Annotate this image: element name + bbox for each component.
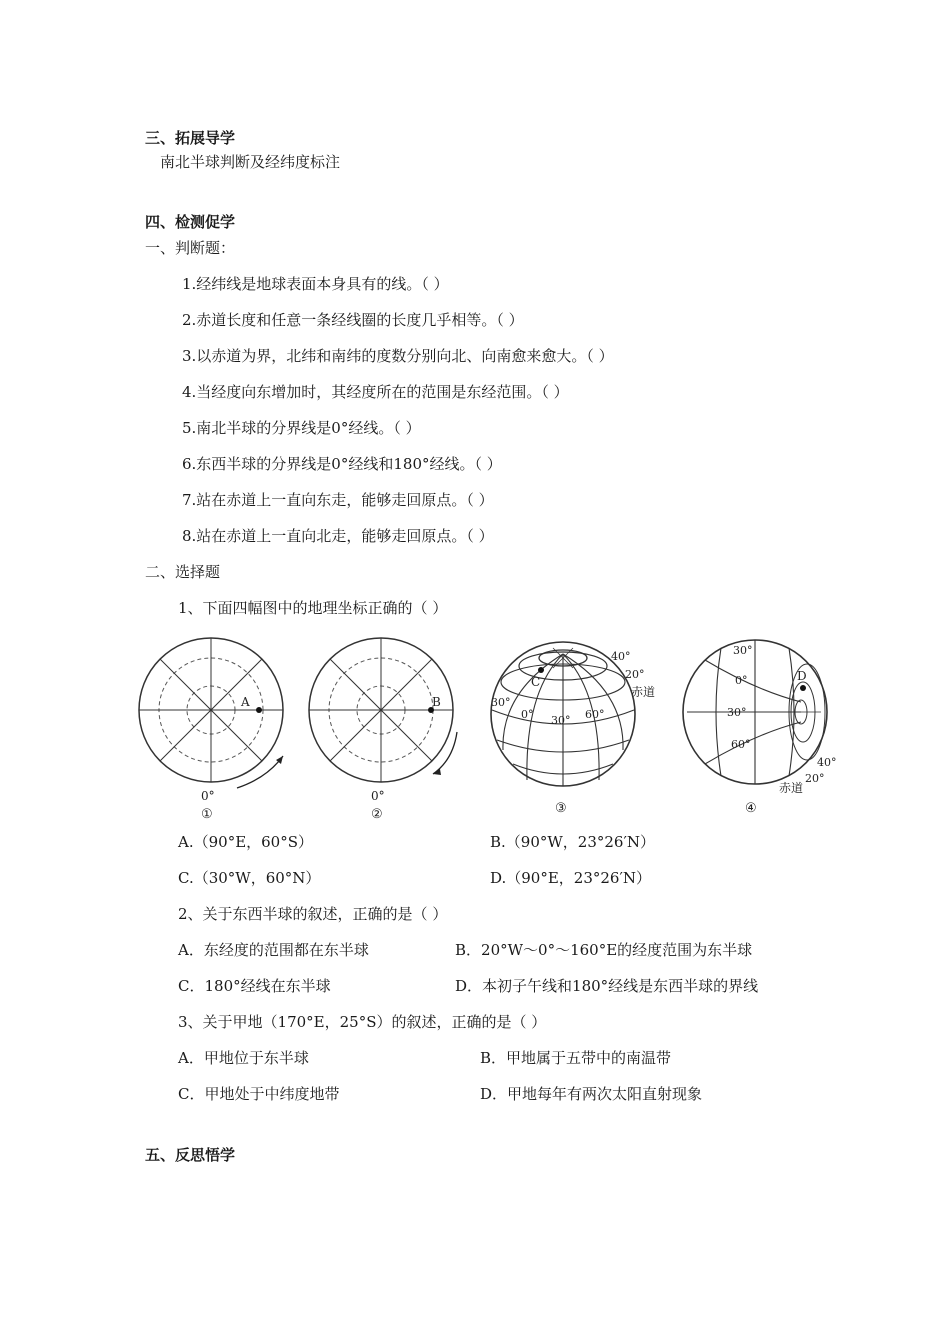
q1-option-b: B.（90°W，23°26′N） xyxy=(490,833,656,851)
figure-4-globe-side xyxy=(675,632,845,827)
longitude-label: 40° xyxy=(817,756,837,769)
latitude-label: 30° xyxy=(727,706,747,719)
q1-option-d: D.（90°E，23°26′N） xyxy=(490,869,652,887)
point-a-label: A xyxy=(241,695,250,709)
figure-2-polar-view xyxy=(305,632,465,827)
latitude-label: 40° xyxy=(611,650,631,663)
longitude-label: 20° xyxy=(805,772,825,785)
q2-option-d: D．本初子午线和180°经线是东西半球的界线 xyxy=(455,977,759,995)
meridian-label: 0° xyxy=(371,789,385,803)
longitude-label: 0° xyxy=(521,708,534,721)
q1-option-a: A.（90°E，60°S） xyxy=(178,833,314,851)
latitude-label: 60° xyxy=(731,738,751,751)
q3-option-b: B．甲地属于五带中的南温带 xyxy=(480,1049,672,1067)
question-2-stem: 2、关于东西半球的叙述，正确的是（ ） xyxy=(178,905,448,923)
judgment-heading: 一、判断题： xyxy=(145,239,236,257)
figure-number: ④ xyxy=(745,801,757,816)
latitude-label: 30° xyxy=(733,644,753,657)
judgment-item: 7.站在赤道上一直向东走，能够走回原点。（ ） xyxy=(182,491,494,509)
judgment-item: 6.东西半球的分界线是0°经线和180°经线。（ ） xyxy=(182,455,502,473)
latitude-label: 20° xyxy=(625,668,645,681)
choice-heading: 二、选择题 xyxy=(145,563,221,581)
meridian-label: 0° xyxy=(201,789,215,803)
point-d-label: D xyxy=(797,669,807,683)
latitude-label: 0° xyxy=(735,674,748,687)
longitude-label: 30° xyxy=(551,714,571,727)
section-3-subtitle: 南北半球判断及经纬度标注 xyxy=(160,153,341,171)
judgment-item: 1.经纬线是地球表面本身具有的线。（ ） xyxy=(182,275,449,293)
judgment-item: 5.南北半球的分界线是0°经线。（ ） xyxy=(182,419,421,437)
q3-option-a: A．甲地位于东半球 xyxy=(178,1049,309,1067)
judgment-item: 8.站在赤道上一直向北走，能够走回原点。（ ） xyxy=(182,527,494,545)
section-4-title: 四、检测促学 xyxy=(145,213,236,231)
longitude-label: 30° xyxy=(491,696,511,709)
question-3-stem: 3、关于甲地（170°E，25°S）的叙述，正确的是（ ） xyxy=(178,1013,547,1031)
q1-option-c: C.（30°W，60°N） xyxy=(178,869,321,887)
figure-1-polar-view xyxy=(135,632,295,827)
globe-figures xyxy=(135,632,835,827)
q3-option-d: D．甲地每年有两次太阳直射现象 xyxy=(480,1085,703,1103)
judgment-item: 2.赤道长度和任意一条经线圈的长度几乎相等。（ ） xyxy=(182,311,524,329)
equator-label: 赤道 xyxy=(631,685,656,699)
figure-number: ① xyxy=(201,807,213,822)
figure-3-globe-north-pole xyxy=(485,632,665,827)
section-5-title: 五、反思悟学 xyxy=(145,1146,236,1164)
longitude-label: 60° xyxy=(585,708,605,721)
judgment-item: 4.当经度向东增加时，其经度所在的范围是东经范围。（ ） xyxy=(182,383,569,401)
section-3-title: 三、拓展导学 xyxy=(145,129,236,147)
question-1-stem: 1、下面四幅图中的地理坐标正确的（ ） xyxy=(178,599,448,617)
q2-option-c: C．180°经线在东半球 xyxy=(178,977,331,995)
figure-number: ③ xyxy=(555,801,567,816)
point-c-label: C xyxy=(531,675,541,689)
q3-option-c: C．甲地处于中纬度地带 xyxy=(178,1085,340,1103)
q2-option-b: B．20°W～0°～160°E的经度范围为东半球 xyxy=(455,941,753,959)
figure-number: ② xyxy=(371,807,383,822)
q2-option-a: A．东经度的范围都在东半球 xyxy=(178,941,369,959)
point-b-label: B xyxy=(432,695,441,709)
equator-label: 赤道 xyxy=(779,781,804,795)
judgment-item: 3.以赤道为界，北纬和南纬的度数分别向北、向南愈来愈大。（ ） xyxy=(182,347,614,365)
